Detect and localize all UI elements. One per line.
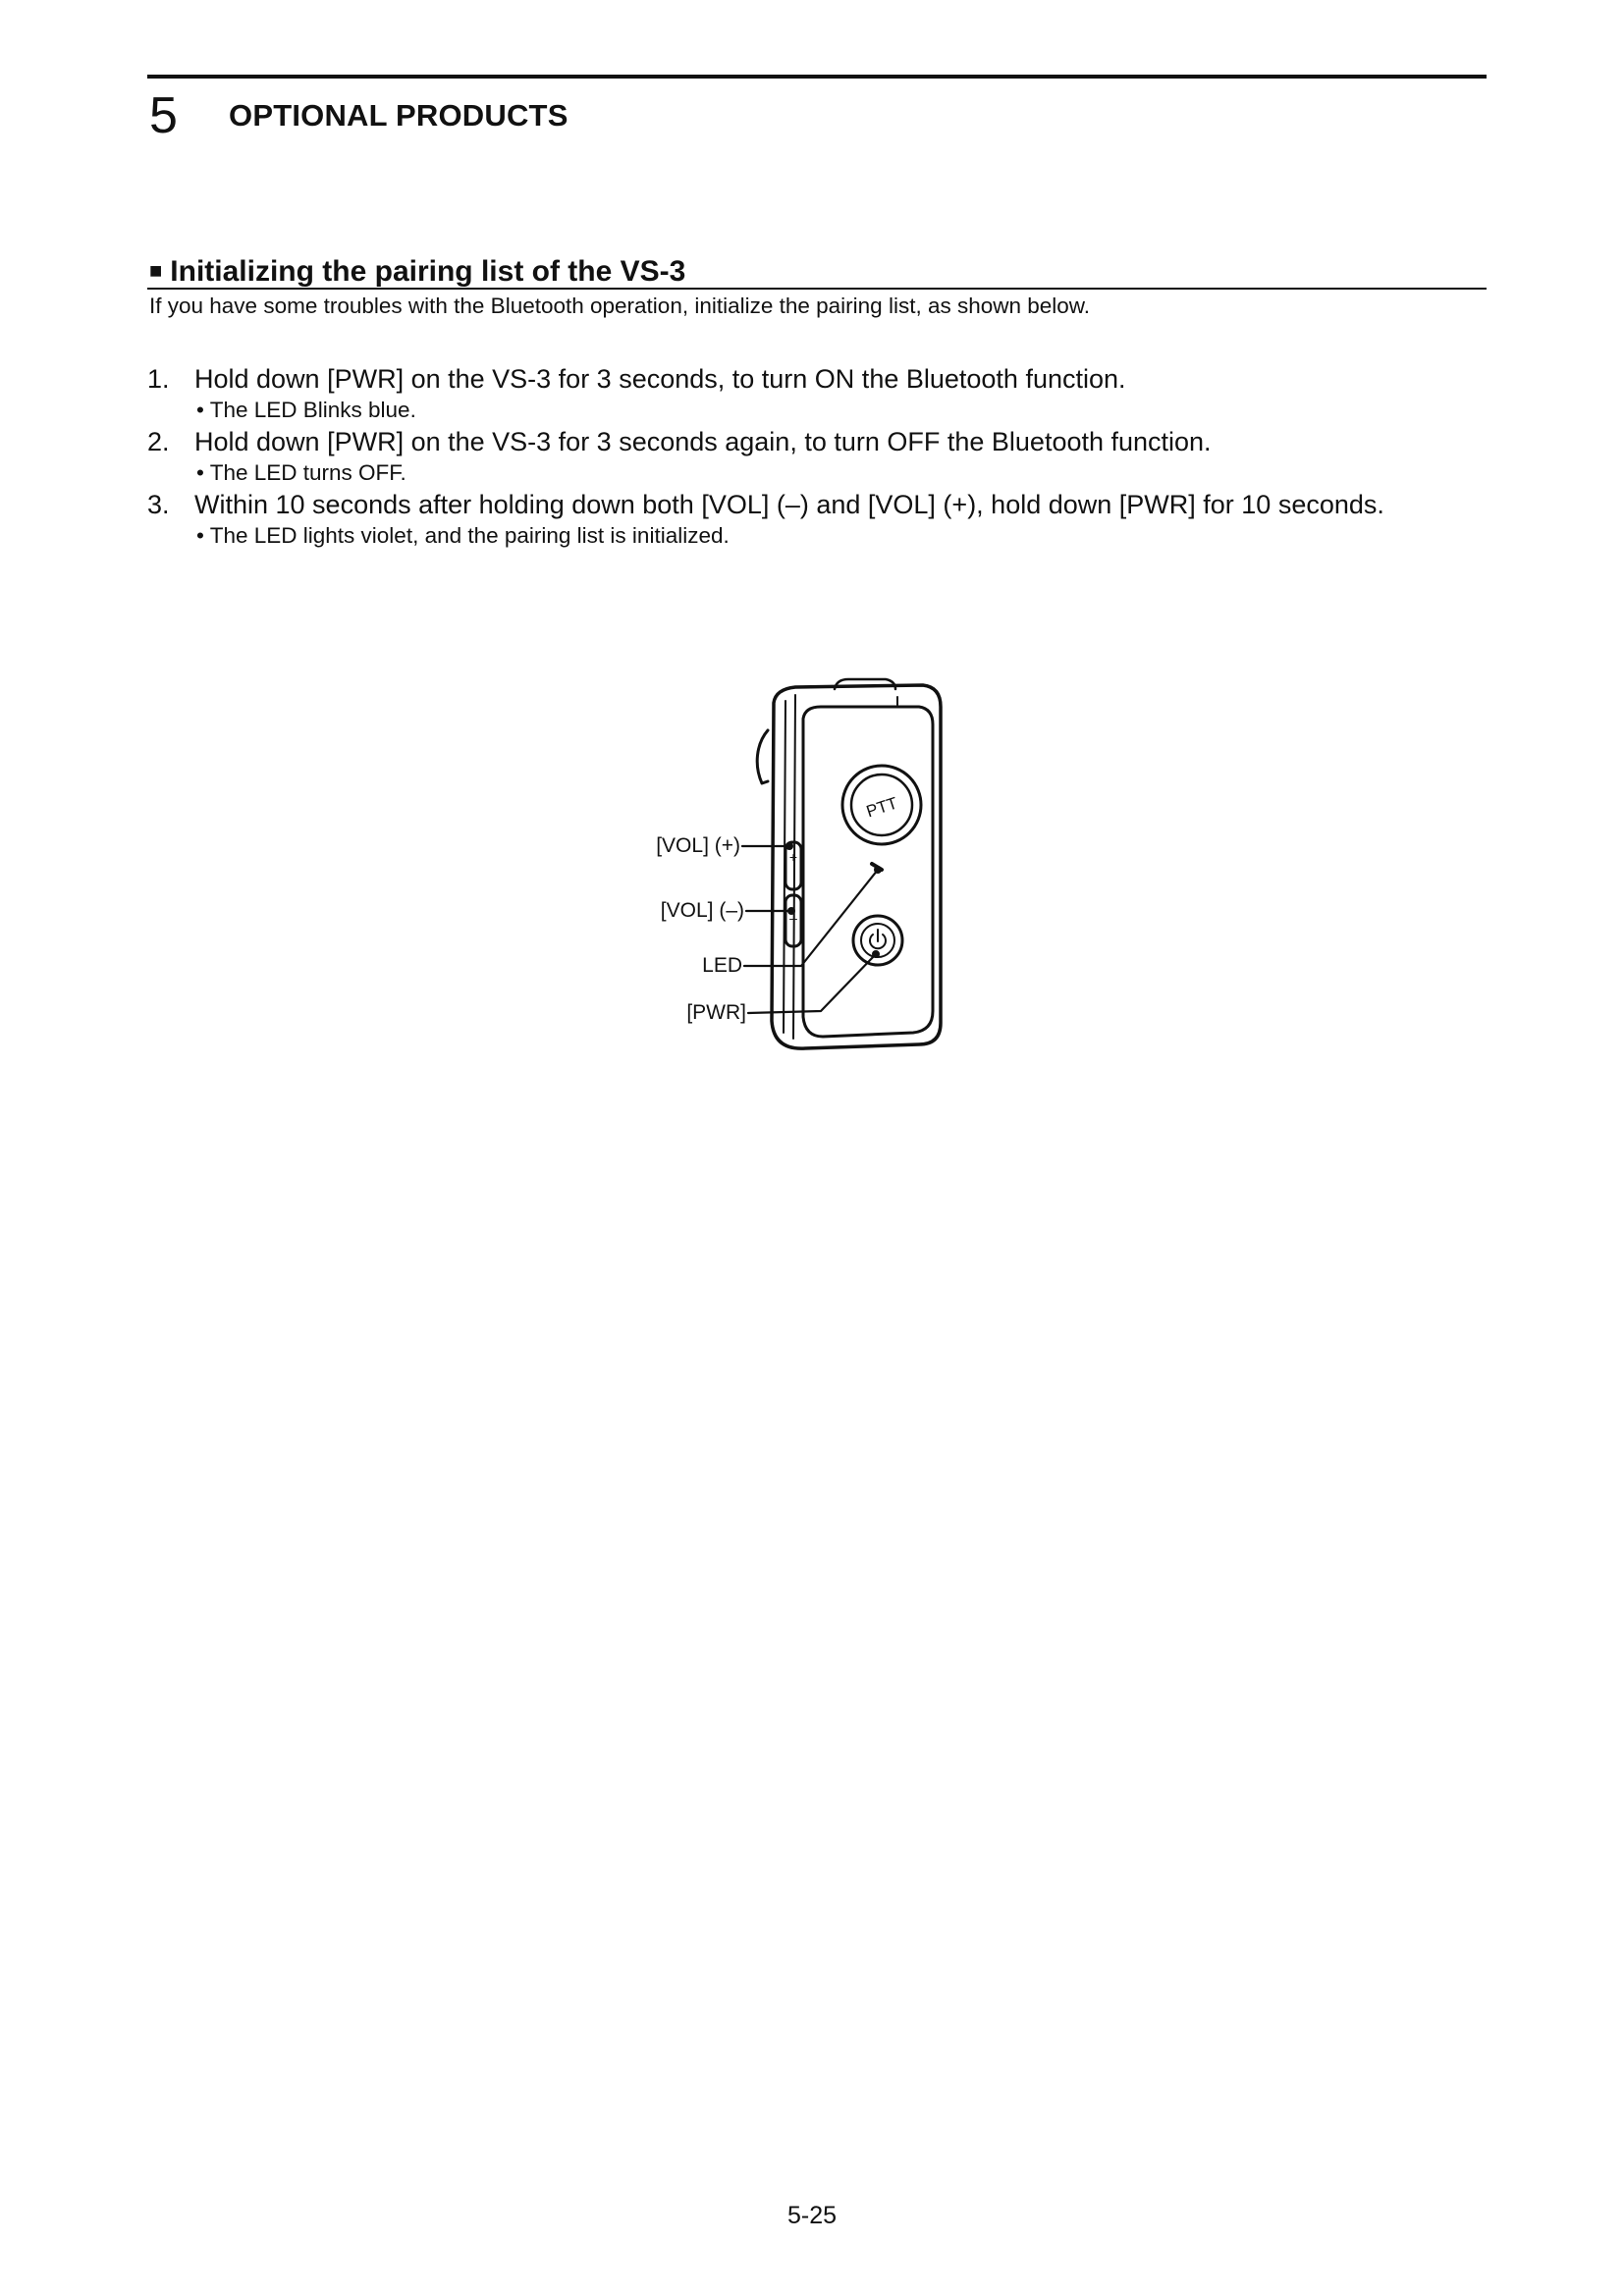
step-list [147,361,1522,550]
step-item [147,424,1522,487]
ptt-label: PTT [863,793,900,822]
chapter-title: OPTIONAL PRODUCTS [229,98,568,133]
chapter-number: 5 [149,87,178,144]
callout-pwr: [PWR] [686,1001,746,1024]
callout-leaders [742,846,878,1013]
step-number: 2. [147,427,170,456]
vs3-device-figure [628,667,962,1060]
page-number: 5-25 [786,2202,838,2229]
section-title: Initializing the pairing list of the VS-3 [170,255,686,288]
device-side-edge [793,695,795,1039]
square-bullet-icon: ■ [149,258,163,283]
step-item [147,487,1522,550]
power-icon [870,930,886,948]
minus-label: – [789,910,797,926]
callout-vol-plus: [VOL] (+) [656,834,740,857]
step-text: Within 10 seconds after holding down both [VOL] (–) and [VOL] (+), hold down [PWR] for 10 seconds. [194,490,1384,519]
step-number: 1. [147,364,170,394]
step-item [147,361,1522,424]
section-heading [149,253,685,290]
plus-label: + [788,849,798,865]
step-text: Hold down [PWR] on the VS-3 for 3 seconds again, to turn OFF the Bluetooth function. [194,427,1212,456]
callout-vol-minus: [VOL] (–) [660,899,744,922]
step-text: Hold down [PWR] on the VS-3 for 3 seconds, to turn ON the Bluetooth function. [194,364,1126,394]
step-note: • The LED lights violet, and the pairing list is initialized. [196,523,730,548]
header-rule [147,75,1487,79]
step-number: 3. [147,490,170,519]
vs3-device-illustration [628,667,962,1060]
step-note: • The LED Blinks blue. [196,398,416,422]
device-body [772,685,941,1048]
section-rule [147,288,1487,290]
step-note: • The LED turns OFF. [196,460,406,485]
callout-led: LED [702,954,742,977]
section-intro: If you have some troubles with the Bluetooth operation, initialize the pairing list, as shown below. [149,294,1091,318]
belt-clip [757,730,768,783]
device-front-panel [803,707,933,1037]
